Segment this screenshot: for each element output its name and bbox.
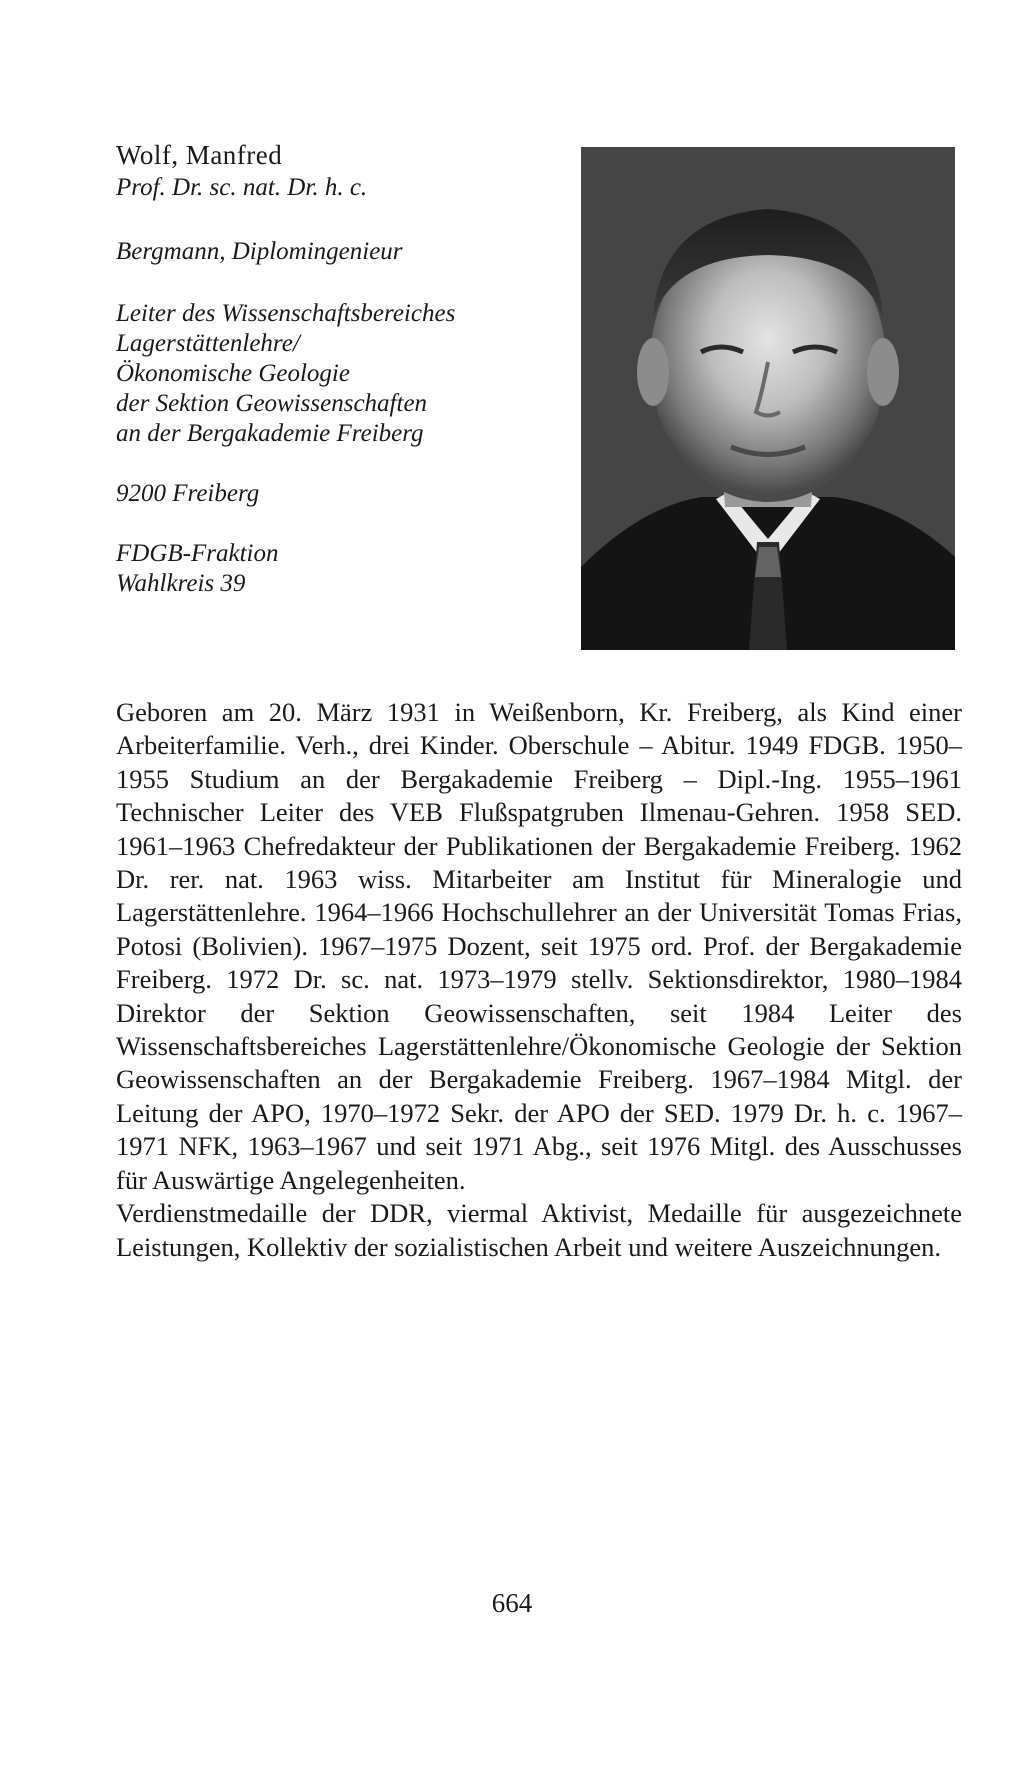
position-line: an der Bergakademie Freiberg	[116, 420, 424, 447]
biography	[116, 696, 962, 1264]
constituency: Wahlkreis 39	[116, 570, 246, 597]
position-line: Ökonomische Geologie	[116, 360, 350, 387]
position-line: Lagerstättenlehre/	[116, 330, 300, 357]
header-block	[116, 138, 556, 599]
biography-paragraph: Geboren am 20. März 1931 in Weißenborn, Kr. Freiberg, als Kind einer Arbeiterfamilie. Verh., drei Kinder. Oberschule – Abitur. 1949 FDGB. 1950–1955 Studium an der Bergakademie Freiberg – Dipl.-Ing. 1955–1961 Technischer Leiter des VEB Flußspatgruben Ilmenau-Gehren. 1958 SED. 1961–1963 Chefredakteur der Publikationen der Bergakademie Freiberg. 1962 Dr. rer. nat. 1963 wiss. Mitarbeiter am Institut für Mineralogie und Lagerstättenlehre. 1964–1966 Hochschullehrer an der Universität Tomas Frias, Potosi (Bolivien). 1967–1975 Dozent, seit 1975 ord. Prof. der Bergakademie Freiberg. 1972 Dr. sc. nat. 1973–1979 stellv. Sektionsdirektor, 1980–1984 Direktor der Sektion Geowissenschaften, seit 1984 Leiter des Wissenschaftsbereiches Lagerstättenlehre/Ökonomische Geologie der Sektion Geowissenschaften an der Bergakademie Freiberg. 1967–1984 Mitgl. der Leitung der APO, 1970–1972 Sekr. der APO der SED. 1979 Dr. h. c. 1967–1971 NFK, 1963–1967 und seit 1971 Abg., seit 1976 Mitgl. des Ausschusses für Auswärtige Angelegenheiten.	[116, 697, 962, 1195]
position-block	[116, 299, 556, 449]
page-number: 664	[491, 1588, 533, 1618]
faction-block	[116, 539, 556, 599]
city: 9200 Freiberg	[116, 480, 260, 507]
position-line: Leiter des Wissenschaftsbereiches	[116, 300, 456, 327]
profession: Bergmann, Diplomingenieur	[116, 238, 403, 265]
portrait-silhouette	[581, 147, 955, 650]
faction: FDGB-Fraktion	[116, 540, 279, 567]
academic-title: Prof. Dr. sc. nat. Dr. h. c.	[116, 174, 368, 201]
person-name: Wolf, Manfred	[116, 140, 283, 170]
biography-paragraph: Verdienstmedaille der DDR, viermal Aktivist, Medaille für ausgezeichnete Leistungen, Kollektiv der sozialistischen Arbeit und weitere Auszeichnungen.	[116, 1198, 962, 1262]
portrait-photo	[581, 147, 955, 650]
position-line: der Sektion Geowissenschaften	[116, 390, 428, 417]
